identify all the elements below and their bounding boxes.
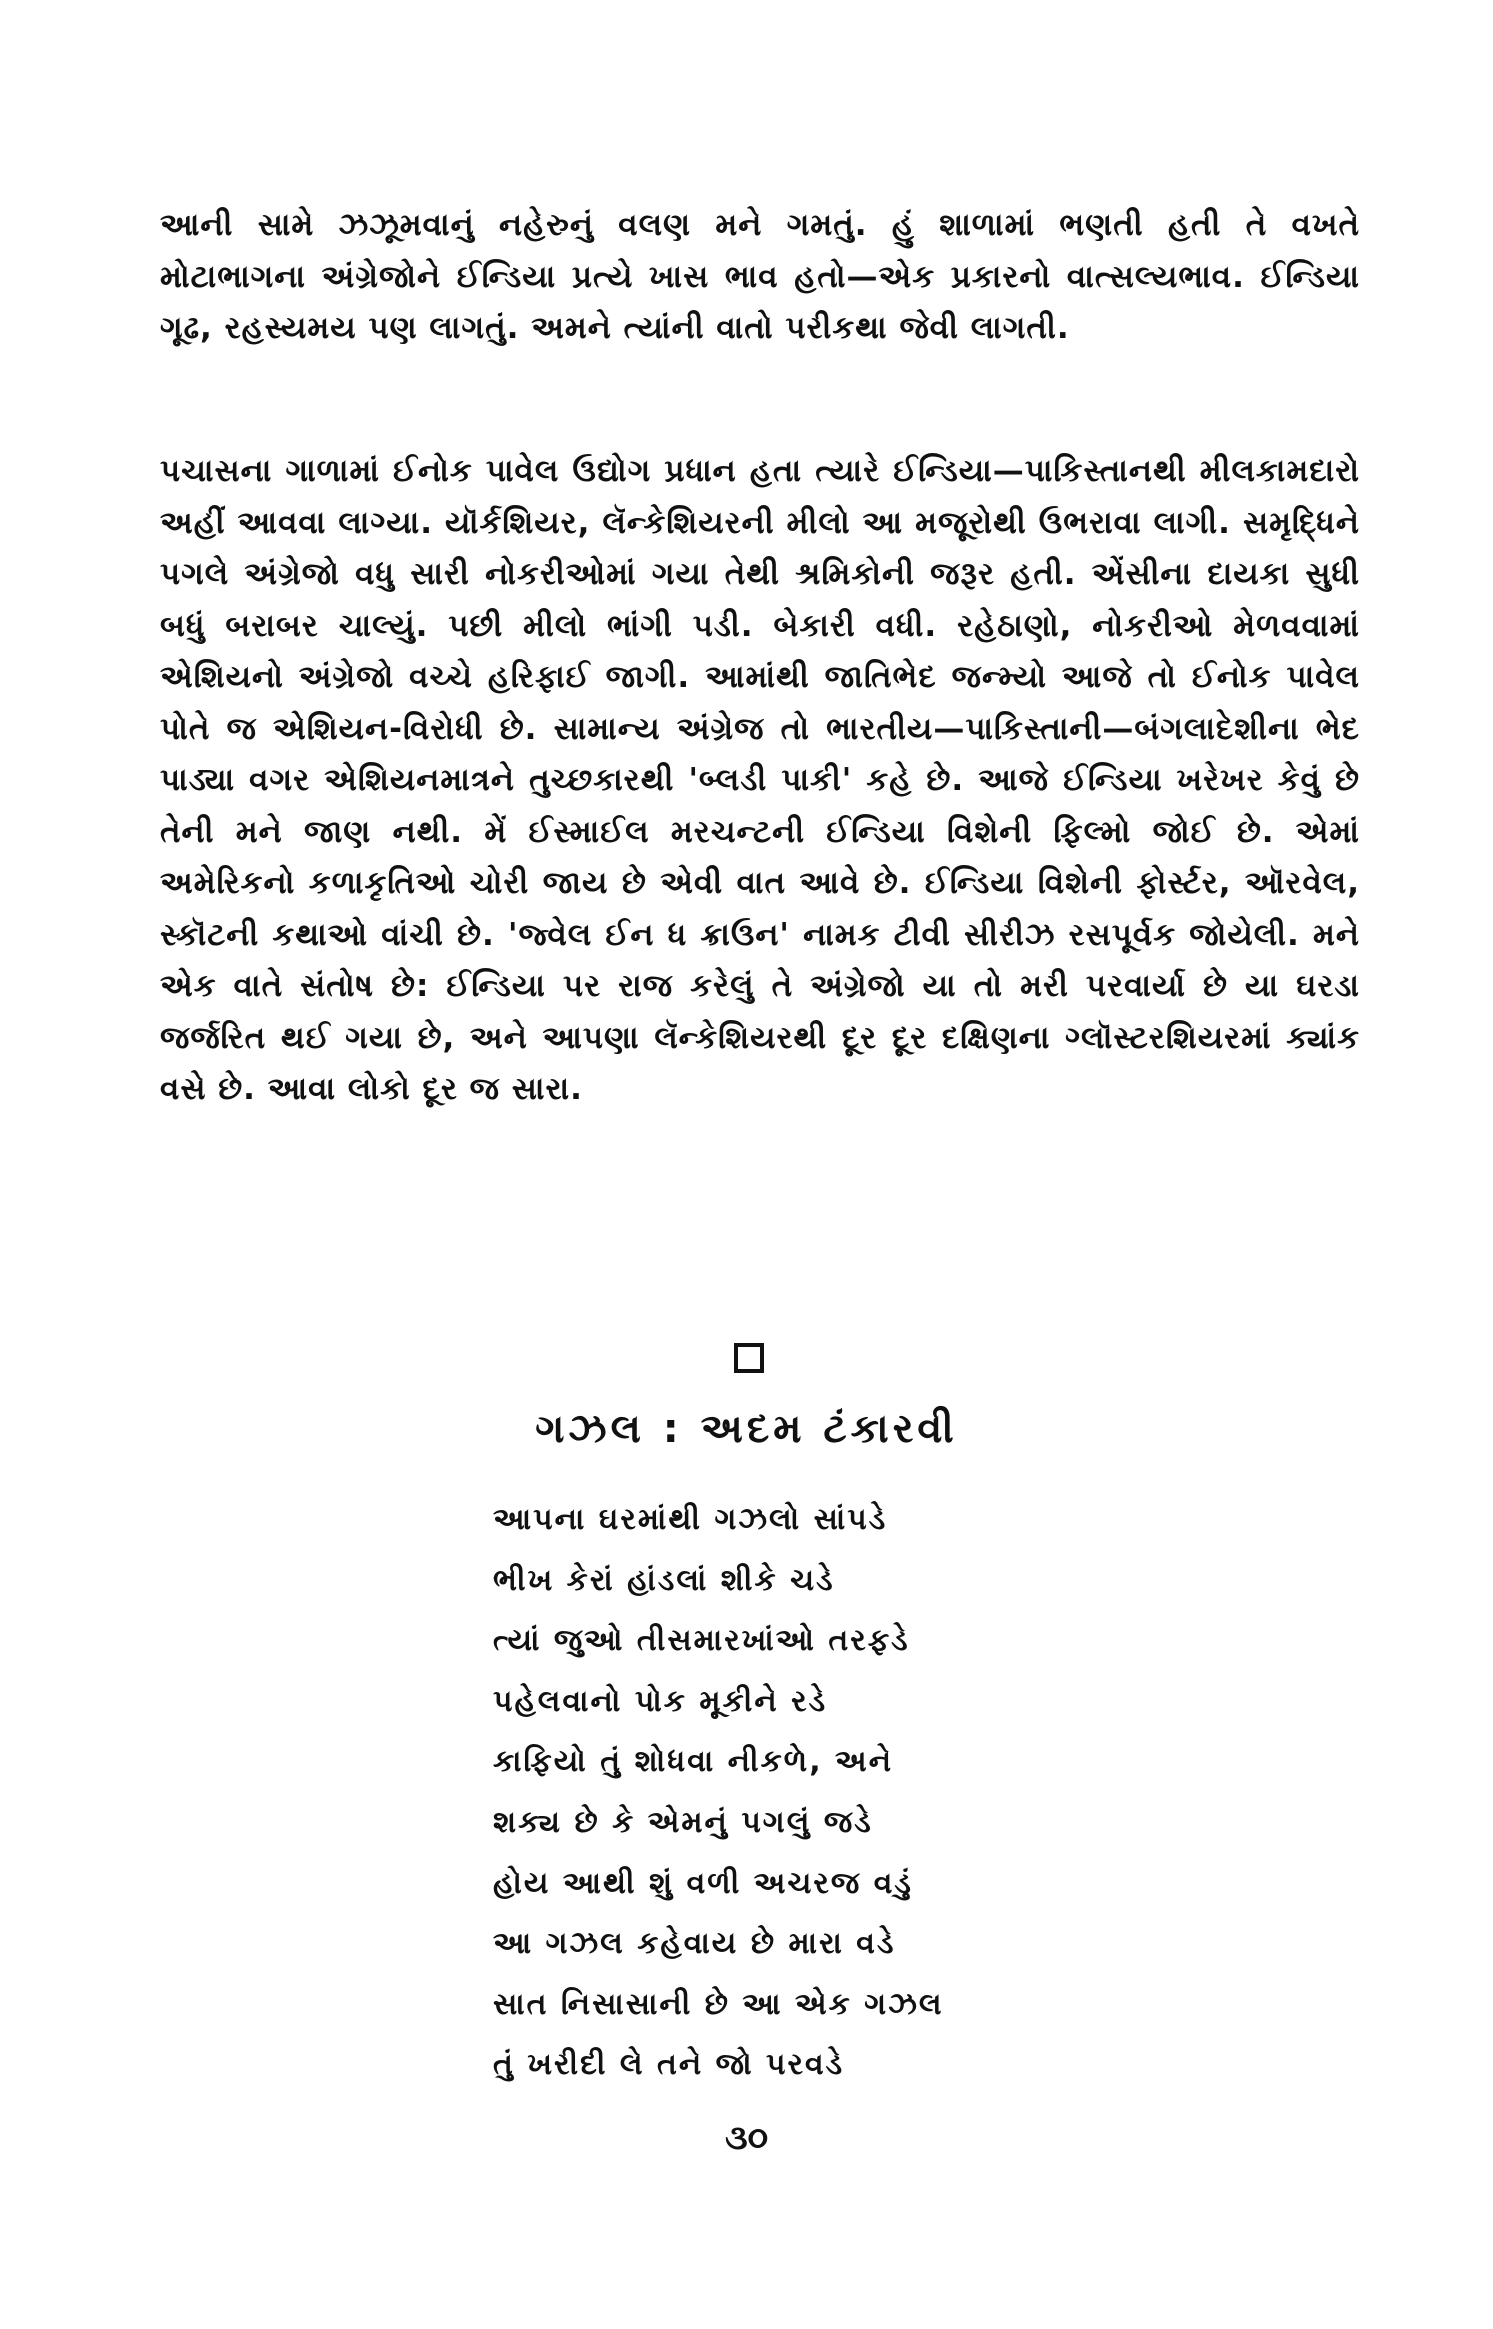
- verse-line: સાત નિસાસાની છે આ એક ગઝલ: [493, 1986, 944, 2022]
- page-number: ૩૦: [724, 2118, 769, 2158]
- ghazal-verse-block: [493, 1490, 1013, 2096]
- section-separator-square: [734, 1343, 764, 1373]
- paragraph-1: આની સામે ઝઝૂમવાનું નહેરુનું વલણ મને ગમતું. હું શાળામાં ભણતી હતી તે વખતે મોટાભાગના અંગ્રેજોને ઈન્ડિયા પ્રત્યે ખાસ ભાવ હતો—એક પ્રકારનો વાત્સલ્યભાવ. ઈન્ડિયા ગૂઢ, રહસ્યમય પણ લાગતું. અમને ત્યાંની વાતો પરીકથા જેવી લાગતી.: [160, 207, 1360, 346]
- verse-line: પહેલવાનો પોક મૂકીને રડે: [493, 1683, 828, 1719]
- paragraph-2: પચાસના ગાળામાં ઈનોક પાવેલ ઉદ્યોગ પ્રધાન હતા ત્યારે ઈન્ડિયા—પાકિસ્તાનથી મીલકામદારો અહીં આવવા લાગ્યા. યૉર્કશિયર, લૅન્કેશિયરની મીલો આ મજૂરોથી ઉભરાવા લાગી. સમૃદ્ધિને પગલે અંગ્રેજો વધુ સારી નોકરીઓમાં ગયા તેથી શ્રમિકોની જરૂર હતી. એંસીના દાયકા સુધી બધું બરાબર ચાલ્યું. પછી મીલો ભાંગી પડી. બેકારી વધી. રહેઠાણો, નોકરીઓ મેળવવામાં એશિયનો અંગ્રેજો વચ્ચે હરિફાઈ જાગી. આમાંથી જાતિભેદ જન્મ્યો આજે તો ઈનોક પાવેલ પોતે જ એશિયન-વિરોધી છે. સામાન્ય અંગ્રેજ તો ભારતીય—પાકિસ્તાની—બંગલાદેશીના ભેદ પાડ્યા વગર એશિયનમાત્રને તુચ્છકારથી 'બ્લડી પાકી' કહે છે. આજે ઈન્ડિયા ખરેખર કેવું છે તેની મને જાણ નથી. મેં ઈસ્માઈલ મરચન્ટની ઈન્ડિયા વિશેની ફિલ્મો જોઈ છે. એમાં અમેરિકનો કળાકૃતિઓ ચોરી જાય છે એવી વાત આવે છે. ઈન્ડિયા વિશેની ફોર્સ્ટર, ઑરવેલ, સ્કૉટની કથાઓ વાંચી છે. 'જ્વેલ ઈન ધ ક્રાઉન' નામક ટીવી સીરીઝ રસપૂર્વક જોયેલી. મને એક વાતે સંતોષ છે: ઈન્ડિયા પર રાજ કરેલું તે અંગ્રેજો યા તો મરી પરવાર્યા છે યા ઘરડા જર્જરિત થઈ ગયા છે, અને આપણા લૅન્કેશિયરથી દૂર દૂર દક્ષિણના ગ્લૉસ્ટરશિયરમાં ક્યાંક વસે છે. આવા લોકો દૂર જ સારા.: [160, 453, 1360, 1107]
- verse-line: શક્ય છે કે એમનું પગલું જડે: [493, 1804, 873, 1840]
- verse-line: હોય આથી શું વળી અચરજ વડું: [493, 1865, 913, 1901]
- verse-line: ભીખ કેરાં હાંડલાં શીકે ચડે: [493, 1562, 835, 1598]
- verse-line: ત્યાં જુઓ તીસમારખાંઓ તરફડે: [493, 1623, 910, 1659]
- ghazal-title: ગઝલ : અદમ ટંકારવી: [535, 1406, 958, 1452]
- verse-line: આ ગઝલ કહેવાય છે મારા વડે: [493, 1926, 896, 1962]
- verse-line: તું ખરીદી લે તને જો પરવડે: [493, 2047, 845, 2083]
- verse-line: આપના ઘરમાંથી ગઝલો સાંપડે: [493, 1502, 888, 1537]
- verse-line: કાફિયો તું શોધવા નીકળે, અને: [493, 1744, 894, 1780]
